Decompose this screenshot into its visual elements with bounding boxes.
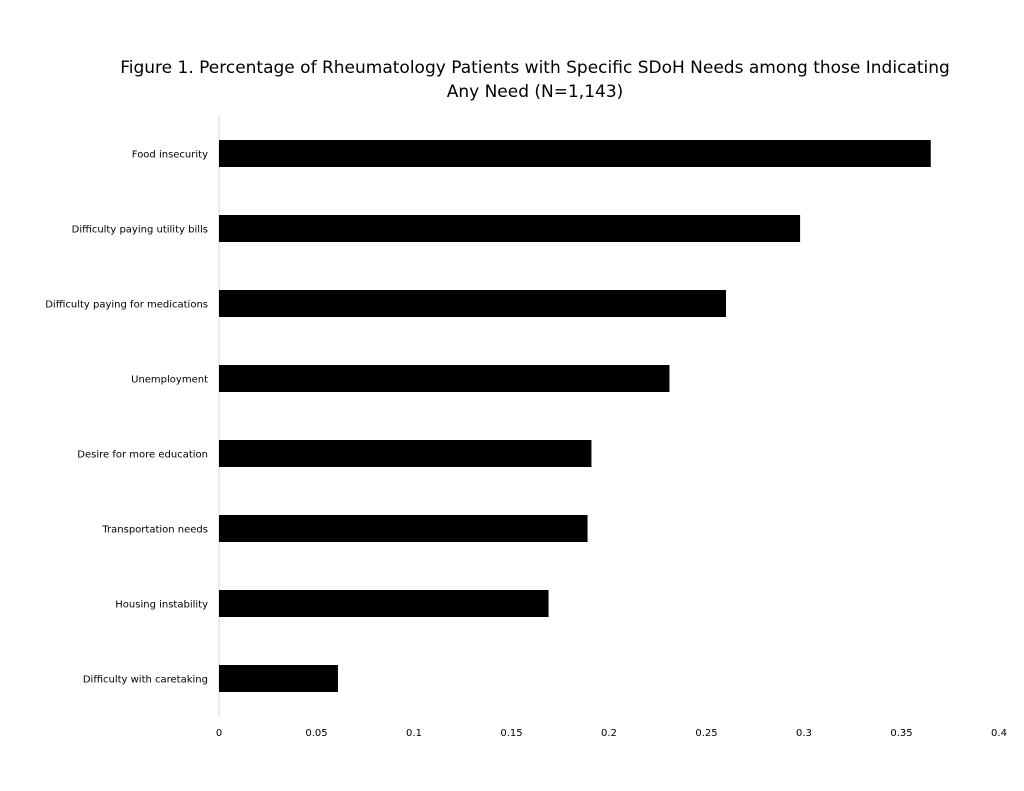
x-tick-label: 0.3 bbox=[796, 728, 812, 739]
bar bbox=[219, 290, 726, 317]
category-label: Transportation needs bbox=[102, 524, 208, 536]
bars-group bbox=[219, 140, 931, 692]
bar bbox=[219, 440, 591, 467]
category-label: Unemployment bbox=[131, 374, 208, 386]
category-label: Difficulty with caretaking bbox=[82, 674, 208, 686]
bar bbox=[219, 140, 931, 167]
category-label: Difficulty paying utility bills bbox=[71, 224, 208, 236]
x-tick-label: 0.4 bbox=[991, 728, 1007, 739]
x-tick-label: 0.25 bbox=[695, 728, 718, 739]
x-tick-label: 0 bbox=[215, 728, 223, 739]
x-tick-label: 0.35 bbox=[890, 728, 913, 739]
bar bbox=[219, 665, 338, 692]
bar bbox=[219, 590, 549, 617]
x-tick-label: 0.15 bbox=[500, 728, 523, 739]
x-tick-label: 0.05 bbox=[305, 728, 328, 739]
category-label: Desire for more education bbox=[77, 449, 208, 461]
category-labels-group bbox=[45, 150, 208, 686]
category-label: Housing instability bbox=[115, 599, 208, 611]
x-tick-labels-group bbox=[216, 728, 1007, 739]
bar bbox=[219, 365, 669, 392]
bar bbox=[219, 215, 800, 242]
x-tick-label: 0.1 bbox=[406, 728, 422, 739]
category-label: Difficulty paying for medications bbox=[45, 299, 208, 311]
x-tick-label: 0.2 bbox=[601, 728, 617, 739]
bar bbox=[219, 515, 588, 542]
chart-title: Figure 1. Percentage of Rheumatology Patients with Specific SDoH Needs among those Indicating Any Need (N=1,143) bbox=[120, 58, 950, 102]
category-label: Food insecurity bbox=[131, 149, 208, 161]
